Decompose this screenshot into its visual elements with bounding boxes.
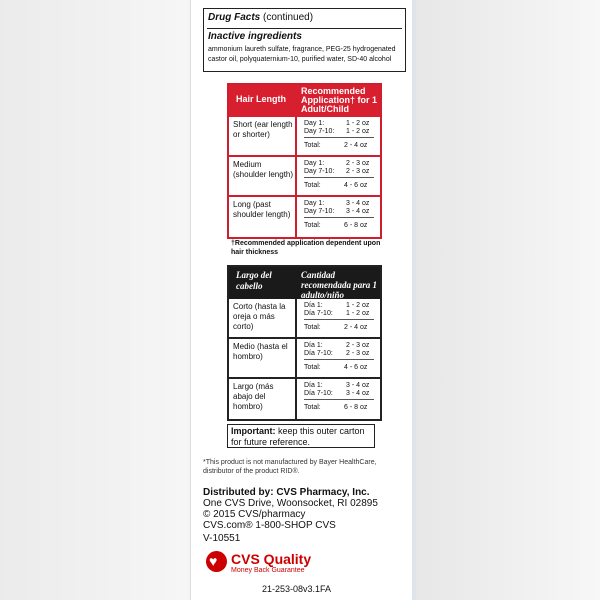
- inactive-heading: Inactive ingredients: [208, 31, 302, 42]
- english-dosage-table: [227, 83, 382, 239]
- total-cell: [304, 142, 376, 149]
- total-cell: [304, 182, 376, 189]
- hair-length-cell: Short (ear length or shorter): [233, 120, 293, 139]
- header-recommended: Recommended Application† for 1 Adult/Child: [301, 86, 378, 114]
- day1-value: 2 - 3 oz: [346, 342, 370, 349]
- total-label: Total:: [304, 404, 321, 411]
- day1-label: Día 1:: [304, 382, 323, 389]
- total-value: 6 - 8 oz: [344, 404, 368, 411]
- day1-value: 3 - 4 oz: [346, 200, 370, 207]
- important-label: Important:: [231, 426, 276, 436]
- day1-label: Día 1:: [304, 342, 323, 349]
- brand-guarantee: Money Back Guarantee: [231, 567, 305, 574]
- total-value: 2 - 4 oz: [344, 324, 368, 331]
- hair-length-cell: Corto (hasta la oreja o más corto): [233, 302, 286, 331]
- inactive-list: ammonium laureth sulfate, fragrance, PEG-25 hydrogenated castor oil, polyquaternium-10, purified water, SD-40 alcohol: [208, 46, 396, 63]
- total-rule: [304, 399, 374, 400]
- day7-value: 1 - 2 oz: [346, 128, 370, 135]
- background-right: [414, 0, 600, 600]
- product-code: 21-253-08v3.1FA: [262, 584, 332, 594]
- distributor-heading: Distributed by: CVS Pharmacy, Inc.: [203, 487, 370, 498]
- header-cantidad: Cantidad recomendada para 1 adulto/niño: [301, 270, 377, 300]
- heart-icon: ♥: [206, 551, 227, 572]
- total-value: 6 - 8 oz: [344, 222, 368, 229]
- table-header: [229, 85, 380, 117]
- version-code: V-10551: [203, 533, 241, 544]
- total-cell: [304, 404, 376, 411]
- total-rule: [304, 137, 374, 138]
- day7-label: Day 7-10:: [304, 208, 335, 215]
- distributor-block: [203, 487, 411, 544]
- important-text: keep this outer carton for future reference.: [231, 426, 365, 447]
- important-notice: [227, 424, 375, 448]
- hair-length-cell: Largo (más abajo del hombro): [233, 382, 274, 411]
- day1-value: 2 - 3 oz: [346, 160, 370, 167]
- hair-length-cell: Long (past shoulder length): [233, 200, 291, 219]
- table-header: [229, 267, 380, 299]
- total-cell: [304, 324, 376, 331]
- table-row: [229, 379, 380, 419]
- total-rule: [304, 319, 374, 320]
- spanish-dosage-table: [227, 265, 382, 421]
- day7-value: 2 - 3 oz: [346, 350, 370, 357]
- day1-label: Day 1:: [304, 160, 325, 167]
- total-label: Total:: [304, 222, 321, 229]
- day7-value: 3 - 4 oz: [346, 390, 370, 397]
- total-value: 4 - 6 oz: [344, 182, 368, 189]
- day7-label: Día 7-10:: [304, 390, 333, 397]
- application-footnote: †Recommended application dependent upon hair thickness: [231, 240, 381, 256]
- copyright: © 2015 CVS/pharmacy: [203, 509, 306, 520]
- day7-label: Day 7-10:: [304, 168, 335, 175]
- total-rule: [304, 217, 374, 218]
- day7-value: 3 - 4 oz: [346, 208, 370, 215]
- total-cell: [304, 364, 376, 371]
- hair-length-cell: Medium (shoulder length): [233, 160, 294, 179]
- day1-value: 1 - 2 oz: [346, 120, 370, 127]
- background-left: [0, 0, 188, 600]
- carton-edge: [412, 0, 416, 600]
- day7-label: Day 7-10:: [304, 128, 335, 135]
- total-label: Total:: [304, 364, 321, 371]
- day7-label: Día 7-10:: [304, 350, 333, 357]
- distributor-address: One CVS Drive, Woonsocket, RI 02895: [203, 498, 378, 509]
- table-row: [229, 299, 380, 339]
- total-value: 4 - 6 oz: [344, 364, 368, 371]
- contact: CVS.com® 1-800-SHOP CVS: [203, 520, 336, 531]
- table-row: [229, 157, 380, 197]
- header-hair-length: Hair Length: [236, 94, 287, 104]
- table-row: [229, 339, 380, 379]
- total-rule: [304, 359, 374, 360]
- total-label: Total:: [304, 182, 321, 189]
- hair-length-cell: Medio (hasta el hombro): [233, 342, 288, 361]
- total-rule: [304, 177, 374, 178]
- day1-label: Día 1:: [304, 302, 323, 309]
- total-label: Total:: [304, 324, 321, 331]
- drug-facts-title: Drug Facts (continued): [208, 12, 314, 23]
- total-value: 2 - 4 oz: [344, 142, 368, 149]
- day1-label: Day 1:: [304, 120, 325, 127]
- total-cell: [304, 222, 376, 229]
- brand-name: CVS Quality: [231, 551, 312, 567]
- total-label: Total:: [304, 142, 321, 149]
- table-row: [229, 117, 380, 157]
- day7-value: 2 - 3 oz: [346, 168, 370, 175]
- day1-value: 1 - 2 oz: [346, 302, 370, 309]
- day1-label: Day 1:: [304, 200, 325, 207]
- header-largo: Largo del cabello: [236, 270, 272, 291]
- day7-value: 1 - 2 oz: [346, 310, 370, 317]
- disclaimer: *This product is not manufactured by Bayer HealthCare, distributor of the product RID®.: [203, 459, 377, 475]
- table-row: [229, 197, 380, 237]
- day7-label: Día 7-10:: [304, 310, 333, 317]
- drug-facts-rule: [207, 28, 402, 29]
- day1-value: 3 - 4 oz: [346, 382, 370, 389]
- drug-facts-box: [203, 8, 406, 72]
